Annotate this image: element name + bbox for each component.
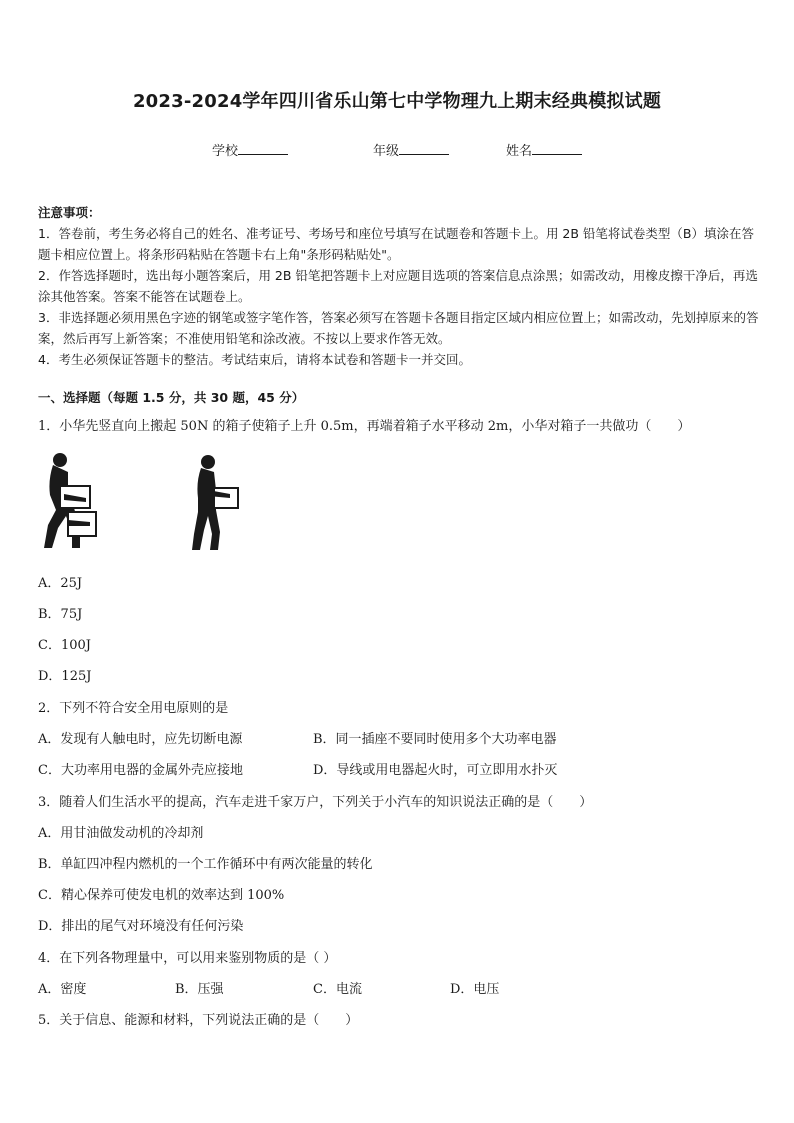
name-field — [506, 140, 582, 159]
name-blank[interactable] — [532, 142, 582, 155]
question-2-option-a: A．发现有人触电时，应先切断电源 — [38, 732, 243, 747]
question-1-option-d: D．125J — [38, 669, 92, 684]
exam-notes — [38, 202, 760, 370]
question-4-option-c: C．电流 — [313, 982, 362, 997]
question-3-option-c: C．精心保养可使发电机的效率达到 100% — [38, 888, 285, 903]
question-3-option-a: A．用甘油做发动机的冷却剂 — [38, 826, 204, 841]
question-5-stem: 5．关于信息、能源和材料，下列说法正确的是（ ） — [38, 1013, 359, 1028]
question-1-option-b: B．75J — [38, 607, 83, 622]
grade-blank[interactable] — [399, 142, 449, 155]
note-item: 3．非选择题必须用黑色字迹的钢笔或签字笔作答，答案必须写在答题卡各题目指定区域内相应位置上；如需改动，先划掉原来的答案，然后再写上新答案；不准使用铅笔和涂改液。不按以上要求作答无效。 — [38, 310, 759, 346]
grade-field — [373, 140, 449, 159]
note-item: 2．作答选择题时，选出每小题答案后，用 2B 铅笔把答题卡上对应题目选项的答案信息点涂黑；如需改动，用橡皮擦干净后，再选涂其他答案。答案不能答在试题卷上。 — [38, 268, 758, 304]
note-item: 1．答卷前，考生务必将自己的姓名、准考证号、考场号和座位号填写在试题卷和答题卡上。用 2B 铅笔将试卷类型（B）填涂在答题卡相应位置上。将条形码粘贴在答题卡右上角"条形码粘贴处"。 — [38, 226, 755, 262]
question-4-option-a: A．密度 — [38, 982, 87, 997]
grade-label: 年级 — [373, 144, 400, 159]
question-3-stem: 3．随着人们生活水平的提高，汽车走进千家万户，下列关于小汽车的知识说法正确的是（ ） — [38, 795, 593, 810]
question-1-option-a: A．25J — [38, 576, 83, 591]
lifting-box-illustration — [38, 450, 248, 555]
notes-heading: 注意事项： — [38, 205, 101, 220]
question-2-stem: 2．下列不符合安全用电原则的是 — [38, 701, 229, 716]
exam-title: 2023-2024学年四川省乐山第七中学物理九上期末经典模拟试题 — [132, 91, 662, 112]
school-field — [212, 140, 288, 159]
school-label: 学校 — [212, 144, 239, 159]
question-1-option-c: C．100J — [38, 638, 91, 653]
question-3-option-b: B．单缸四冲程内燃机的一个工作循环中有两次能量的转化 — [38, 857, 373, 872]
question-3-option-d: D．排出的尾气对环境没有任何污染 — [38, 919, 244, 934]
section-heading: 一、选择题（每题 1.5 分，共 30 题，45 分） — [38, 390, 305, 405]
question-2-option-b: B．同一插座不要同时使用多个大功率电器 — [313, 732, 557, 747]
person-lifting-figure — [44, 453, 96, 548]
question-1-stem: 1．小华先竖直向上搬起 50N 的箱子使箱子上升 0.5m，再端着箱子水平移动 2m，小华对箱子一共做功（ ） — [38, 419, 691, 434]
question-2-option-c: C．大功率用电器的金属外壳应接地 — [38, 763, 243, 778]
note-item: 4．考生必须保证答题卡的整洁。考试结束后，请将本试卷和答题卡一并交回。 — [38, 352, 471, 367]
question-4-stem: 4．在下列各物理量中，可以用来鉴别物质的是（ ） — [38, 951, 337, 966]
question-4-option-d: D．电压 — [450, 982, 500, 997]
question-4-option-b: B．压强 — [175, 982, 224, 997]
school-blank[interactable] — [238, 142, 288, 155]
question-2-option-d: D．导线或用电器起火时，可立即用水扑灭 — [313, 763, 558, 778]
name-label: 姓名 — [506, 144, 533, 159]
person-carrying-figure — [192, 455, 238, 550]
